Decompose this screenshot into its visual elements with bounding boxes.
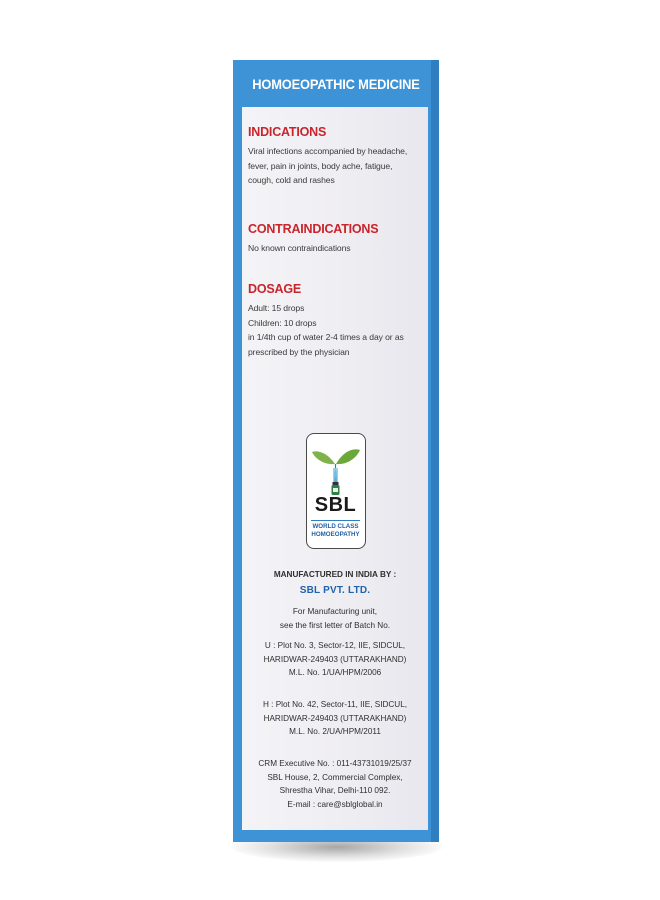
- unit-h-address: [242, 698, 428, 739]
- indications-line: cough, cold and rashes: [248, 175, 335, 185]
- license-line: M.L. No. 1/UA/HPM/2006: [288, 668, 382, 677]
- dosage-line: in 1/4th cup of water 2-4 times a day or as: [248, 332, 404, 342]
- address-line: HARIDWAR-249403 (UTTARAKHAND): [263, 713, 407, 723]
- logo-brand: SBL: [314, 494, 357, 516]
- address-line: Shrestha Vihar, Delhi-110 092.: [279, 786, 391, 795]
- logo-tagline: [307, 523, 364, 539]
- address-line: H : Plot No. 42, Sector-11, IIE, SIDCUL,: [262, 700, 408, 709]
- license-line: M.L. No. 2/UA/HPM/2011: [289, 727, 381, 736]
- dosage-title: DOSAGE: [248, 282, 301, 296]
- indications-line: Viral infections accompanied by headache,: [248, 146, 408, 156]
- box-header: [233, 60, 439, 107]
- dosage-line: prescribed by the physician: [248, 346, 350, 357]
- dosage-line: Adult: 15 drops: [248, 303, 305, 313]
- address-line: U : Plot No. 3, Sector-12, IIE, SIDCUL,: [264, 641, 406, 650]
- logo-tagline-line: WORLD CLASS: [312, 523, 359, 530]
- logo-tagline-line: HOMOEOPATHY: [311, 531, 360, 538]
- dosage-line: Children: 10 drops: [248, 317, 317, 328]
- medicine-box-side-panel: [233, 60, 439, 842]
- note-line: see the first letter of Batch No.: [279, 620, 391, 630]
- box-side-edge: [431, 60, 439, 842]
- crm-line: CRM Executive No. : 011-43731019/25/37: [258, 759, 412, 768]
- contact-info: [242, 757, 428, 811]
- leaf-bottle-icon: [307, 438, 364, 496]
- indications-text: [248, 144, 426, 188]
- manufacturing-unit-note: [242, 605, 428, 632]
- dosage-text: [248, 301, 426, 359]
- address-line: HARIDWAR-249403 (UTTARAKHAND): [263, 654, 407, 664]
- sbl-logo: [306, 433, 366, 549]
- address-line: SBL House, 2, Commercial Complex,: [267, 772, 403, 782]
- indications-line: fever, pain in joints, body ache, fatigue,: [248, 160, 393, 171]
- contraindications-text: [248, 241, 426, 256]
- note-line: For Manufacturing unit,: [292, 607, 378, 616]
- label-panel: [242, 107, 428, 830]
- manufactured-heading: MANUFACTURED IN INDIA BY :: [273, 570, 397, 579]
- company-name: SBL PVT. LTD.: [299, 585, 371, 596]
- contraindications-line: No known contraindications: [248, 243, 351, 253]
- contraindications-title: CONTRAINDICATIONS: [248, 222, 379, 236]
- box-title: HOMOEOPATHIC MEDICINE: [252, 75, 420, 92]
- logo-divider: [311, 520, 360, 521]
- indications-title: INDICATIONS: [248, 125, 327, 139]
- unit-u-address: [242, 639, 428, 680]
- email-line: E-mail : care@sblglobal.in: [287, 799, 383, 809]
